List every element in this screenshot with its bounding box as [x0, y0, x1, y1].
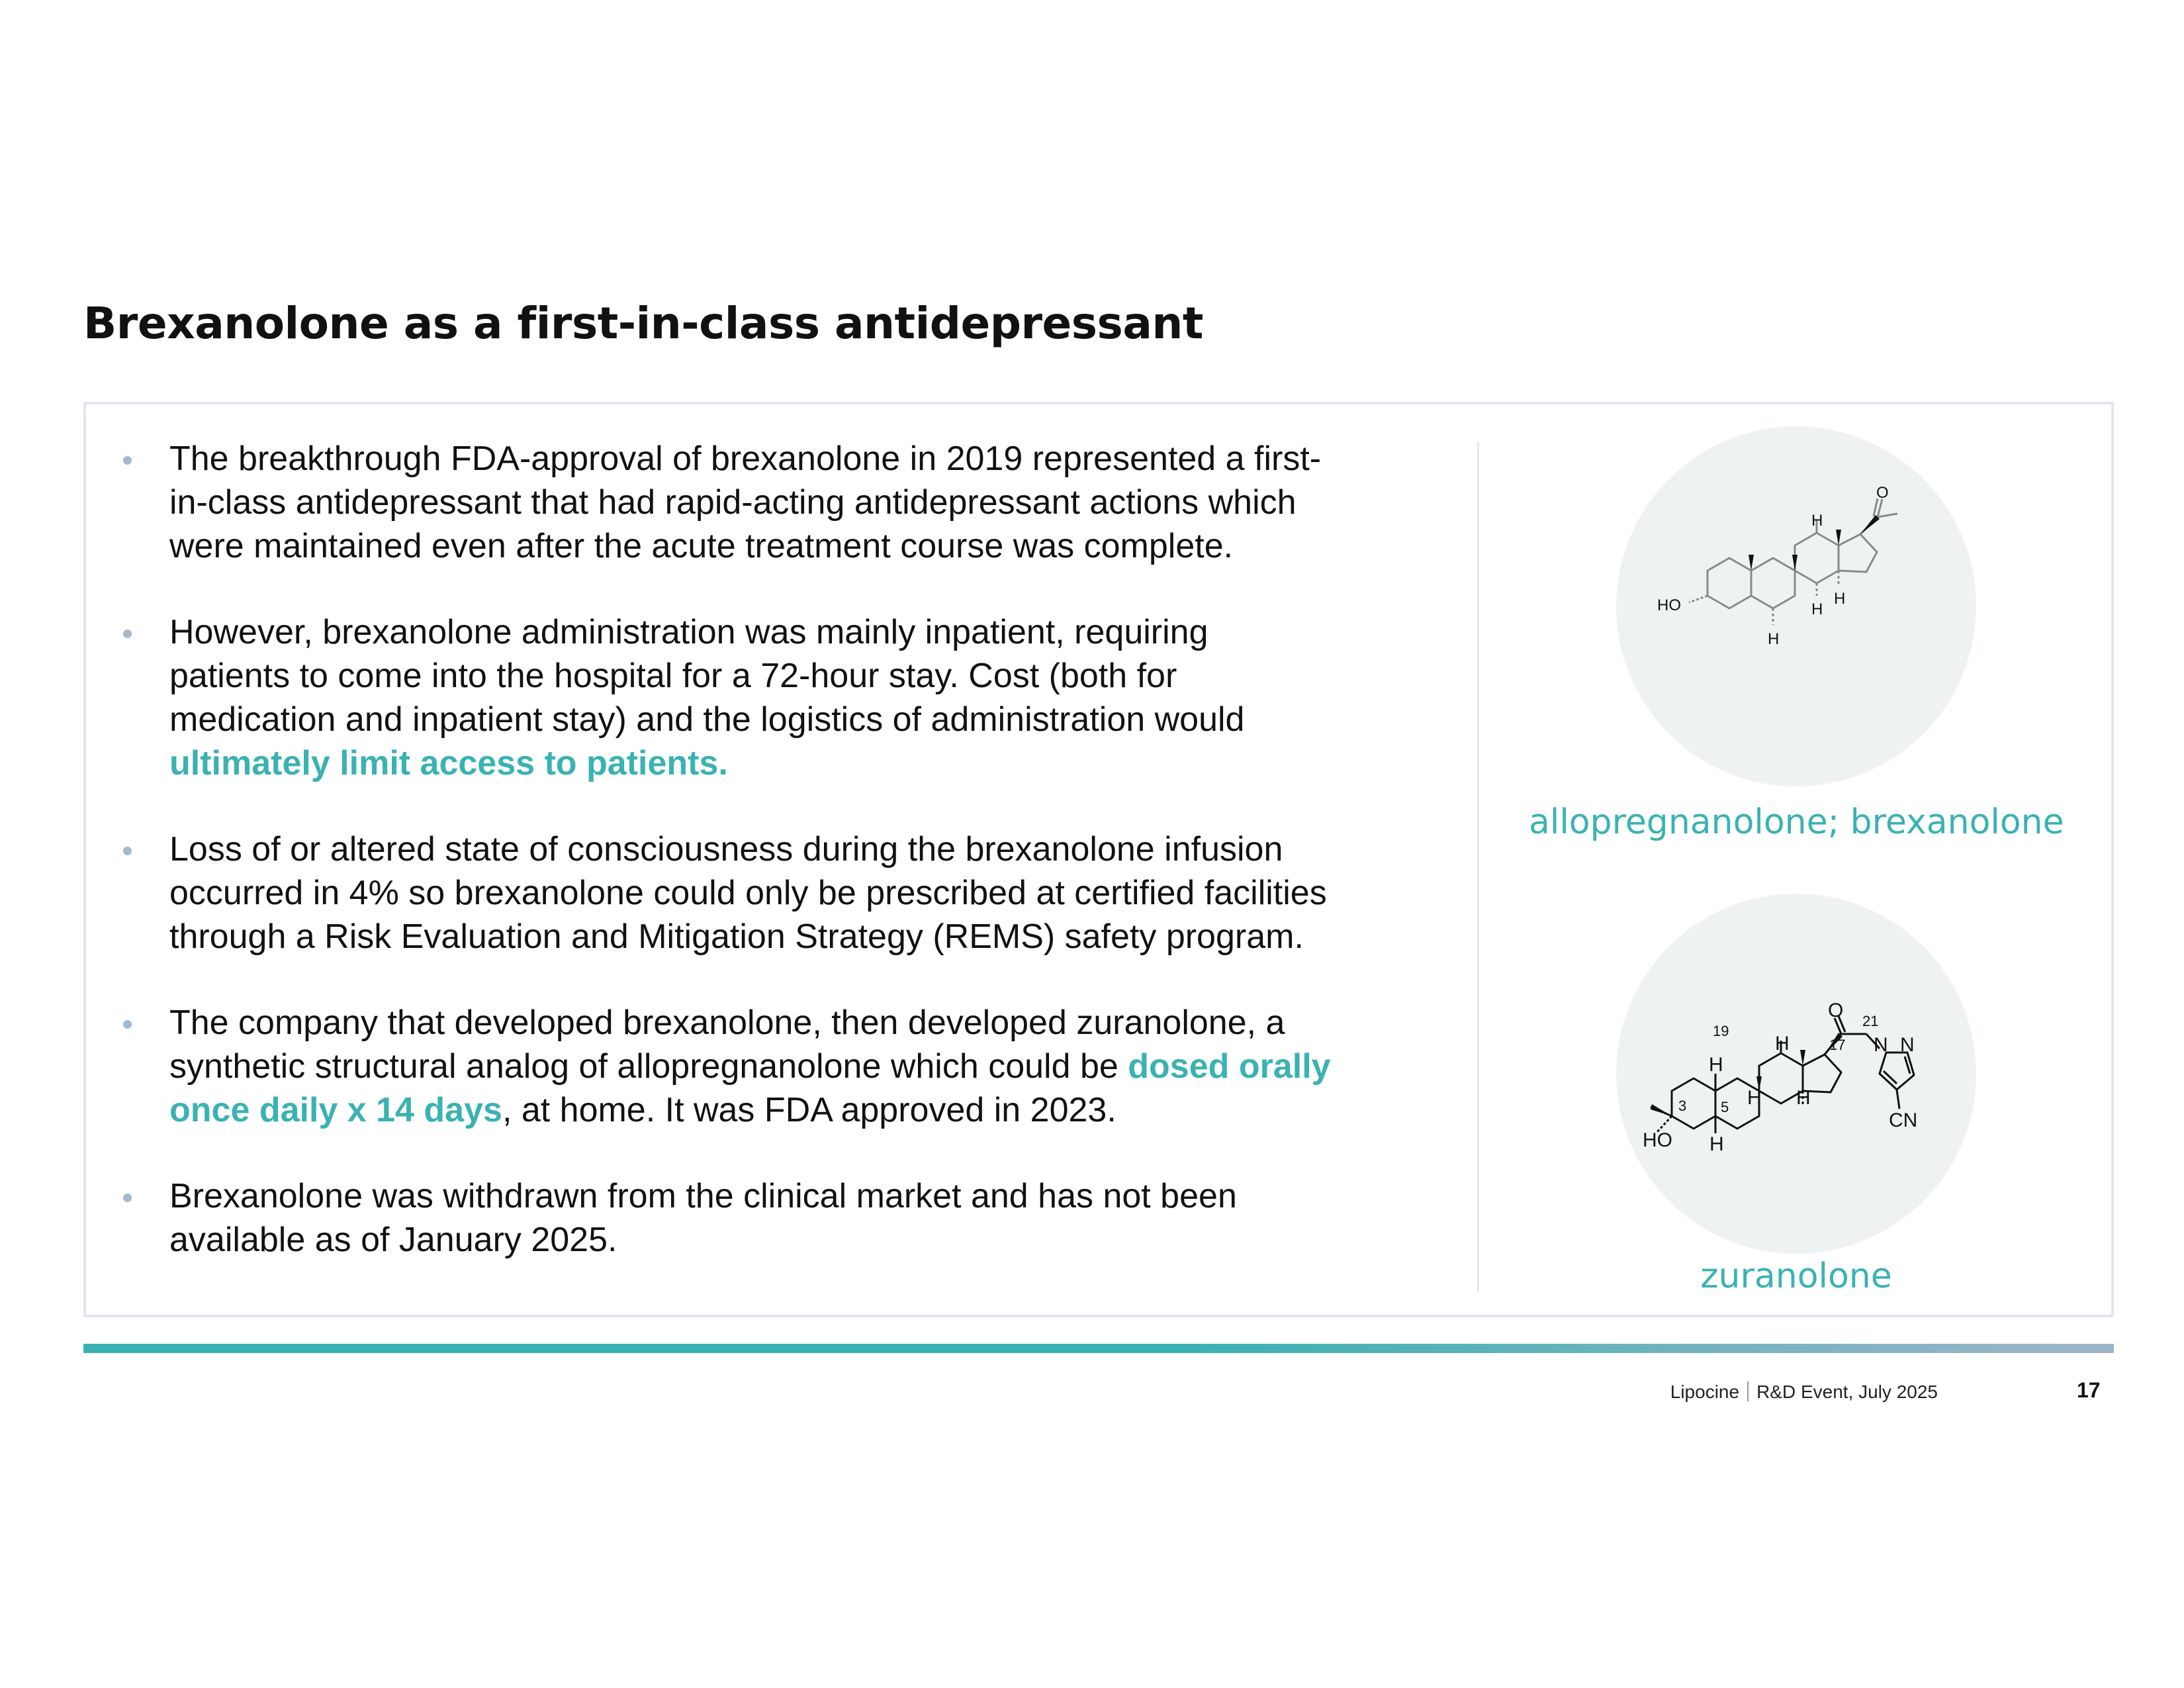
atom-number-label: 19	[1713, 1023, 1729, 1039]
bullet-dot-icon	[123, 847, 132, 855]
oxygen-label: O	[1828, 1000, 1844, 1021]
hydrogen-label: H	[1775, 1033, 1790, 1055]
hydrogen-label: H	[1709, 1054, 1723, 1076]
bullet-list	[118, 437, 1441, 1304]
footer-text	[1670, 1382, 1938, 1403]
ho-label: HO	[1643, 1129, 1672, 1151]
hydrogen-label: H	[1747, 1087, 1762, 1109]
hydrogen-label: H	[1709, 1133, 1724, 1155]
hydrogen-label: H	[1811, 600, 1823, 618]
bullet-item: The company that developed brexanolone, then developed zuranolone, a synthetic structural analog of allopregnanolone which could be dosed orally once daily x 14 days, at home. It was FDA approved in 2023.	[118, 1001, 1441, 1132]
nitrogen-label: N	[1874, 1034, 1888, 1056]
bullet-item: Loss of or altered state of consciousness during the brexanolone infusion occurred in 4% so brexanolone could only be prescribed at certified facilities through a Risk Evaluation and Mitigation Strategy (REMS) safety program.	[118, 827, 1441, 959]
cyano-label: CN	[1889, 1109, 1918, 1131]
bullet-item: The breakthrough FDA-approval of brexanolone in 2019 represented a first- in-class antidepressant that had rapid-acting antidepressant actions which were maintained even after the acute treatment course was complete.	[118, 437, 1441, 568]
hydrogen-label: H	[1768, 630, 1780, 648]
allopregnanolone-structure	[1616, 426, 1976, 786]
footer-company: Lipocine	[1670, 1382, 1740, 1402]
highlight-text: ultimately limit access to patients.	[169, 744, 728, 782]
ho-label: HO	[1657, 596, 1681, 614]
bullet-item: Brexanolone was withdrawn from the clinical market and has not been available as of January 2025.	[118, 1174, 1441, 1262]
highlight-text: once daily x 14 days	[169, 1091, 502, 1129]
bullet-dot-icon	[123, 1020, 132, 1029]
bullet-item: However, brexanolone administration was mainly inpatient, requiring patients to come into the hospital for a 72-hour stay. Cost (both for medication and inpatient stay) and the logistics of administration would ultimately limit access to patients.	[118, 610, 1441, 785]
page-title: Brexanolone as a first-in-class antidepressant	[83, 298, 1203, 349]
bullet-dot-icon	[123, 630, 132, 638]
hydrogen-label: H	[1796, 1087, 1811, 1109]
page-number: 17	[2077, 1378, 2101, 1402]
nitrogen-label: N	[1900, 1034, 1915, 1056]
atom-number-label: 21	[1862, 1013, 1879, 1029]
bullet-dot-icon	[123, 456, 132, 465]
footer-event: R&D Event, July 2025	[1756, 1382, 1938, 1402]
bullet-dot-icon	[123, 1194, 132, 1202]
zuranolone-structure	[1616, 894, 1976, 1254]
hydrogen-label: H	[1811, 512, 1823, 530]
oxygen-label: O	[1876, 484, 1889, 502]
panel-divider	[1477, 442, 1479, 1292]
hydrogen-label: H	[1834, 590, 1846, 608]
atom-number-label: 5	[1721, 1099, 1729, 1115]
footer-accent-bar	[83, 1344, 2114, 1353]
footer-separator	[1747, 1382, 1749, 1401]
atom-number-label: 17	[1829, 1037, 1846, 1053]
highlight-text: dosed orally	[1128, 1047, 1331, 1086]
atom-number-label: 3	[1678, 1098, 1687, 1114]
molecule-caption-zuranolone: zuranolone	[1700, 1256, 1892, 1296]
molecule-caption-allopregnanolone: allopregnanolone; brexanolone	[1529, 802, 2064, 842]
